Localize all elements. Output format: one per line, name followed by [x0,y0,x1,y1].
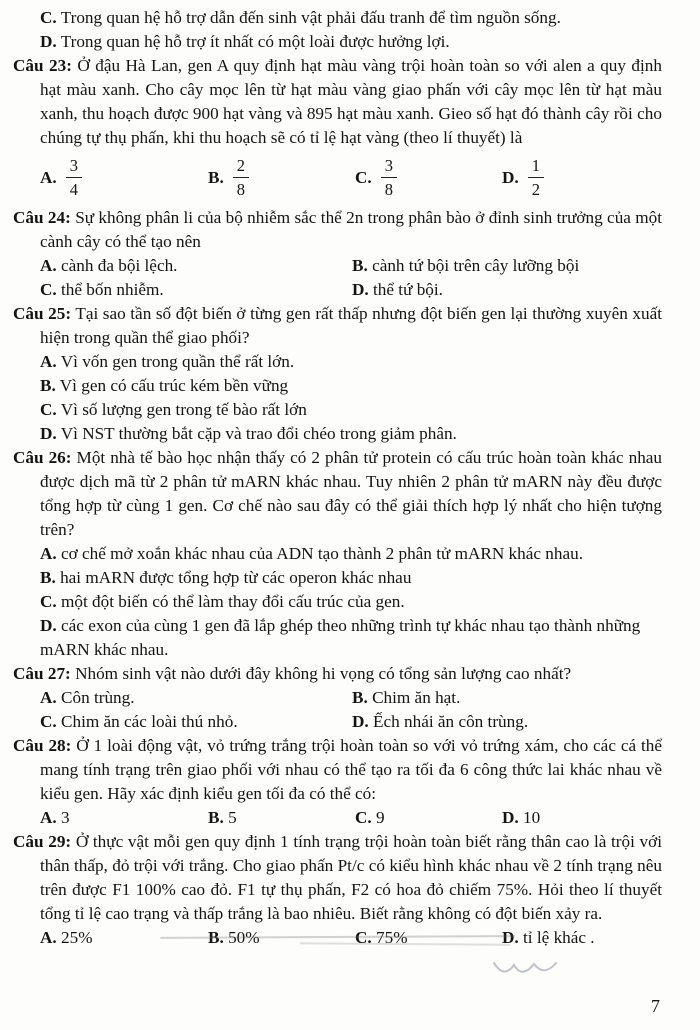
answer-option-a: A. Vì vốn gen trong quần thể rất lớn. [40,352,295,371]
fraction-numerator: 3 [381,155,397,178]
fraction [233,155,249,200]
answer-option-a: A. Côn trùng. [40,688,135,707]
options-list [40,542,662,662]
question-24 [13,206,662,302]
options-grid [40,254,662,302]
answer-option-d: D. 10 [502,808,541,827]
question-label: Câu 24: [13,208,71,227]
answer-option-d-prev [40,30,662,54]
option-text: Trong quan hệ hỗ trợ ít nhất có một loài được hưởng lợi. [60,32,450,51]
question-text: Ở 1 loài động vật, vỏ trứng trắng trội hoàn toàn so với vỏ trứng xám, cho các cá thể mang tính trạng trên giao phối với nhau có thể tạo ra tối đa 6 công thức lai khác nhau về kiểu gen. Hãy xác định kiểu gen tối đa có thể có: [40,736,662,803]
answer-option-d [502,155,662,200]
question-text: Tại sao tần số đột biến ở từng gen rất thấp nhưng đột biến gen lại thường xuyên xuất hiện trong quần thể giao phối? [40,304,662,347]
fraction [528,155,544,200]
fraction-denominator: 8 [236,180,246,199]
pen-scribble-icon [492,955,572,981]
fraction-numerator: 2 [233,155,249,178]
answer-option-c: C. thể bốn nhiễm. [40,280,164,299]
options-row [40,926,662,950]
question-27 [13,662,662,734]
fraction-numerator: 3 [66,155,82,178]
fraction [381,155,397,200]
option-letter: D. [502,167,519,187]
option-letter: C. [40,8,57,27]
option-letter: D. [40,32,57,51]
question-text: Sự không phân li của bộ nhiễm sắc thể 2n trong phân bào ở đỉnh sinh trưởng của một cành cây có thể tạo nên [40,208,663,251]
answer-option-c: C. Chim ăn các loài thú nhỏ. [40,712,238,731]
question-label: Câu 23: [13,56,72,75]
answer-option-a: A. cơ chế mở xoắn khác nhau của ADN tạo thành 2 phân tử mARN khác nhau. [40,544,583,563]
answer-option-c: C. Vì số lượng gen trong tế bào rất lớn [40,400,307,419]
question-text: Nhóm sinh vật nào dưới đây không hi vọng có tổng sản lượng cao nhất? [75,664,572,683]
answer-option-a: A. 25% [40,928,93,947]
answer-option-d: D. Vì NST thường bắt cặp và trao đổi chéo trong giảm phân. [40,424,457,443]
answer-option-b: B. Chim ăn hạt. [352,688,461,707]
question-text: Ở đậu Hà Lan, gen A quy định hạt màu vàng trội hoàn toàn so với alen a quy định hạt màu xanh. Cho cây mọc lên từ hạt màu vàng giao phấn với cây mọc lên từ hạt màu xanh, thu hoạch được 900 hạt vàng và 895 hạt màu xanh. Gieo số hạt đó thành cây rồi cho chúng tự thụ phấn, khi thu hoạch sẽ có tỉ lệ hạt vàng (theo lí thuyết) là [40,56,662,147]
answer-option-c: C. 9 [355,808,385,827]
answer-option-a: A. cành đa bội lệch. [40,256,178,275]
answer-option-a: A. 3 [40,808,70,827]
fraction [66,155,82,200]
option-letter: B. [208,167,224,187]
options-row [40,150,662,206]
answer-option-b: B. hai mARN được tổng hợp từ các operon khác nhau [40,568,412,587]
answer-option-b: B. 5 [208,808,237,827]
answer-option-c: C. 75% [355,928,408,947]
answer-option-c-prev [40,6,662,30]
question-label: Câu 27: [13,664,71,683]
option-text: Trong quan hệ hỗ trợ dẫn đến sinh vật phải đấu tranh để tìm nguồn sống. [60,8,561,27]
answer-option-d: D. thể tứ bội. [352,280,443,299]
question-text: Ở thực vật mỗi gen quy định 1 tính trạng trội hoàn toàn biết rằng thân cao là trội với thân thấp, đỏ trội với trắng. Cho giao phấn Pt/c có kiểu hình khác nhau về 2 tính trạng nêu trên được F1 100% cao đỏ. F1 tự thụ phấn, F2 có hoa đỏ chiếm 75%. Hỏi theo lí thuyết tổng tỉ lệ cao trạng và thấp trắng là bao nhiêu. Biết rằng không có đột biến xảy ra. [40,832,662,923]
options-list [40,350,662,446]
question-label: Câu 29: [13,832,72,851]
fraction-numerator: 1 [528,155,544,178]
question-text: Một nhà tế bào học nhận thấy có 2 phân tử protein có cấu trúc hoàn toàn khác nhau được dịch mã từ 2 phân tử mARN khác nhau. Tuy nhiên 2 phân tử mARN này đều được tổng hợp từ cùng 1 gen. Cơ chế nào sau đây có thể giải thích hợp lý nhất cho hiện tượng trên? [40,448,663,539]
answer-option-c: C. một đột biến có thể làm thay đổi cấu trúc của gen. [40,592,405,611]
option-letter: C. [355,167,372,187]
question-25 [13,302,662,446]
answer-option-d: D. Ếch nhái ăn côn trùng. [352,712,529,731]
question-28 [13,734,662,830]
answer-option-d: D. các exon của cùng 1 gen đã lắp ghép theo những trình tự khác nhau tạo thành những mARN khác nhau. [40,616,641,659]
answer-option-b: B. cành tứ bội trên cây lưỡng bội [352,256,580,275]
options-row [40,806,662,830]
answer-option-d: D. tỉ lệ khác . [502,928,595,947]
question-label: Câu 25: [13,304,72,323]
answer-option-c [355,155,502,200]
option-letter: A. [40,167,57,187]
fraction-denominator: 8 [384,180,393,199]
question-label: Câu 26: [13,448,72,467]
answer-option-a [40,155,208,200]
answer-option-b: B. 50% [208,928,260,947]
answer-option-b: B. Vì gen có cấu trúc kém bền vững [40,376,289,395]
question-label: Câu 28: [13,736,72,755]
question-26 [13,446,662,662]
fraction-denominator: 4 [69,180,78,199]
page-number: 7 [651,996,660,1016]
options-grid [40,686,662,734]
question-29 [13,830,662,950]
answer-option-b [208,155,355,200]
question-23 [13,54,662,206]
fraction-denominator: 2 [531,180,540,199]
